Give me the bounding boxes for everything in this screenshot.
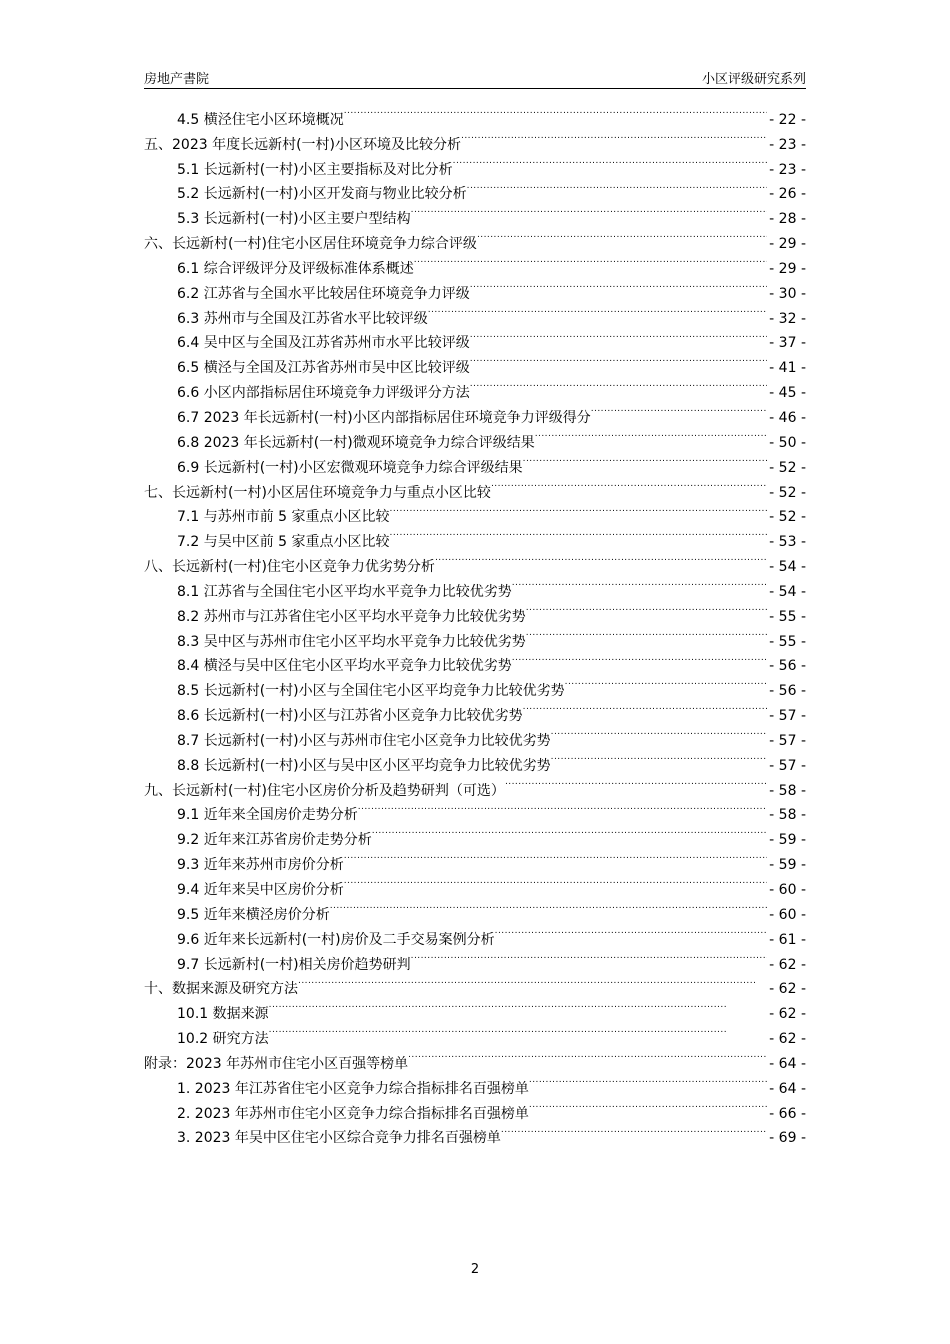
toc-entry-title: 8.8 长远新村(一村)小区与吴中区小区平均竞争力比较优劣势	[177, 757, 551, 774]
toc-entry-page: - 62 -	[769, 981, 806, 998]
toc-entry-page: - 64 -	[769, 1055, 806, 1072]
toc-entry-title: 1. 2023 年江苏省住宅小区竞争力综合指标排名百强榜单	[177, 1080, 529, 1097]
toc-dot-leader	[551, 720, 768, 745]
toc-dot-leader	[495, 919, 768, 944]
toc-dot-leader	[344, 99, 767, 124]
header-series-title: 小区评级研究系列	[701, 72, 806, 87]
header-publisher: 房地产書院	[144, 72, 210, 87]
toc-entry-title: 3. 2023 年吴中区住宅小区综合竞争力排名百强榜单	[177, 1130, 501, 1147]
toc-dot-leader	[428, 298, 767, 323]
toc-entry-page: - 53 -	[769, 534, 806, 551]
toc-entry-title: 6.9 长远新村(一村)小区宏微观环境竞争力综合评级结果	[177, 459, 523, 476]
table-of-contents	[144, 99, 806, 1147]
toc-dot-leader	[470, 347, 767, 372]
toc-entry-page: - 52 -	[769, 484, 806, 501]
toc-dot-leader	[470, 372, 767, 397]
toc-entry-title: 5.2 长远新村(一村)小区开发商与物业比较分析	[177, 186, 467, 203]
toc-entry-page: - 57 -	[769, 708, 806, 725]
toc-dot-leader	[526, 621, 767, 646]
toc-dot-leader	[470, 323, 767, 348]
toc-entry-page: - 22 -	[769, 111, 806, 128]
toc-entry-page: - 41 -	[769, 360, 806, 377]
toc-entry-page: - 54 -	[769, 559, 806, 576]
page-header	[144, 66, 806, 89]
toc-entry-title: 9.3 近年来苏州市房价分析	[177, 857, 344, 874]
toc-dot-leader	[477, 223, 767, 248]
toc-entry-page: - 58 -	[769, 782, 806, 799]
toc-entry-page: - 59 -	[769, 857, 806, 874]
toc-dot-leader	[523, 447, 768, 472]
toc-dot-leader	[512, 571, 767, 596]
toc-entry-page: - 32 -	[769, 310, 806, 327]
toc-entry-title: 9.6 近年来长远新村(一村)房价及二手交易案例分析	[177, 931, 495, 948]
toc-dot-leader	[344, 844, 767, 869]
toc-dot-leader	[408, 1043, 767, 1068]
toc-dot-leader	[551, 745, 768, 770]
toc-entry-title: 8.7 长远新村(一村)小区与苏州市住宅小区竞争力比较优劣势	[177, 732, 551, 749]
toc-dot-leader	[390, 497, 768, 522]
toc-entry-page: - 54 -	[769, 583, 806, 600]
toc-entry-page: - 57 -	[769, 732, 806, 749]
toc-entry-page: - 57 -	[769, 757, 806, 774]
toc-entry-page: - 55 -	[769, 608, 806, 625]
toc-dot-leader	[461, 124, 767, 149]
toc-dot-leader	[411, 944, 768, 969]
toc-dot-leader	[505, 770, 767, 795]
toc-entry-title: 2. 2023 年苏州市住宅小区竞争力综合指标排名百强榜单	[177, 1105, 529, 1122]
toc-entry-page: - 23 -	[769, 161, 806, 178]
toc-entry-page: - 64 -	[769, 1080, 806, 1097]
toc-entry-title: 9.7 长远新村(一村)相关房价趋势研判	[177, 956, 411, 973]
page-number: 2	[470, 1262, 480, 1277]
toc-entry-page: - 26 -	[769, 186, 806, 203]
toc-entry-page: - 23 -	[769, 136, 806, 153]
toc-entry-page: - 58 -	[769, 807, 806, 824]
toc-entry-title: 8.3 吴中区与苏州市住宅小区平均水平竞争力比较优劣势	[177, 633, 526, 650]
toc-entry-page: - 61 -	[769, 931, 806, 948]
toc-entry-title: 6.5 横泾与全国及江苏省苏州市吴中区比较评级	[177, 360, 470, 377]
toc-entry-title: 8.6 长远新村(一村)小区与江苏省小区竞争力比较优劣势	[177, 708, 523, 725]
toc-entry-page: - 59 -	[769, 832, 806, 849]
toc-entry-page: - 56 -	[769, 658, 806, 675]
toc-entry-title: 8.4 横泾与吴中区住宅小区平均水平竞争力比较优劣势	[177, 658, 512, 675]
toc-entry-title: 8.2 苏州市与江苏省住宅小区平均水平竞争力比较优劣势	[177, 608, 526, 625]
toc-entry-page: - 62 -	[769, 1006, 806, 1023]
toc-entry-page: - 46 -	[769, 409, 806, 426]
toc-entry-title: 五、2023 年度长远新村(一村)小区环境及比较分析	[144, 136, 462, 153]
toc-entry-page: - 29 -	[769, 236, 806, 253]
toc-entry-title: 8.5 长远新村(一村)小区与全国住宅小区平均竞争力比较优劣势	[177, 683, 565, 700]
toc-entry-page: - 50 -	[769, 434, 806, 451]
toc-entry-title: 七、长远新村(一村)小区居住环境竞争力与重点小区比较	[144, 484, 491, 501]
toc-dot-leader	[529, 1093, 767, 1118]
toc-entry-title: 5.3 长远新村(一村)小区主要户型结构	[177, 211, 411, 228]
toc-dot-leader	[523, 695, 768, 720]
toc-entry-title: 6.7 2023 年长远新村(一村)小区内部指标居住环境竞争力评级得分	[177, 409, 591, 426]
toc-entry-title: 6.8 2023 年长远新村(一村)微观环境竞争力综合评级结果	[177, 434, 535, 451]
toc-entry-page: - 29 -	[769, 260, 806, 277]
toc-dot-leader	[529, 1068, 767, 1093]
toc-dot-leader	[512, 646, 767, 671]
toc-entry-title: 十、数据来源及研究方法	[144, 981, 298, 998]
toc-entry-page: - 69 -	[769, 1130, 806, 1147]
toc-dot-leader	[526, 596, 767, 621]
toc-dot-leader	[269, 993, 768, 1018]
toc-dot-leader	[501, 1118, 767, 1143]
toc-entry-title: 6.6 小区内部指标居住环境竞争力评级评分方法	[177, 385, 470, 402]
toc-entry[interactable]	[144, 99, 806, 128]
toc-entry-title: 9.2 近年来江苏省房价走势分析	[177, 832, 372, 849]
toc-dot-leader	[298, 969, 767, 994]
toc-entry-page: - 60 -	[769, 882, 806, 898]
toc-entry-title: 7.1 与苏州市前 5 家重点小区比较	[177, 509, 390, 526]
toc-dot-leader	[269, 1018, 768, 1043]
toc-dot-leader	[344, 869, 767, 894]
toc-entry-title: 8.1 江苏省与全国住宅小区平均水平竞争力比较优劣势	[177, 583, 512, 600]
toc-entry-page: - 52 -	[769, 509, 806, 526]
toc-dot-leader	[358, 795, 767, 820]
toc-dot-leader	[453, 149, 768, 174]
toc-entry-title: 九、长远新村(一村)住宅小区房价分析及趋势研判（可选）	[144, 782, 505, 799]
toc-entry-title: 10.2 研究方法	[177, 1031, 269, 1048]
toc-dot-leader	[535, 422, 767, 447]
toc-entry-title: 八、长远新村(一村)住宅小区竞争力优劣势分析	[144, 559, 435, 576]
toc-entry-title: 4.5 横泾住宅小区环境概况	[177, 111, 344, 128]
toc-entry-page: - 62 -	[769, 956, 806, 973]
toc-entry-title: 9.5 近年来横泾房价分析	[177, 906, 330, 923]
toc-entry-title: 9.1 近年来全国房价走势分析	[177, 807, 358, 824]
toc-entry-title: 6.1 综合评级评分及评级标准体系概述	[177, 260, 414, 277]
toc-entry-page: - 66 -	[769, 1105, 806, 1122]
toc-dot-leader	[467, 174, 768, 199]
toc-dot-leader	[330, 894, 767, 919]
toc-entry-page: - 62 -	[769, 1031, 806, 1048]
toc-entry-page: - 45 -	[769, 385, 806, 402]
toc-entry-page: - 52 -	[769, 459, 806, 476]
toc-entry-title: 6.2 江苏省与全国水平比较居住环境竞争力评级	[177, 285, 470, 302]
toc-dot-leader	[414, 248, 767, 273]
toc-entry-page: - 56 -	[769, 683, 806, 700]
toc-entry-page: - 30 -	[769, 285, 806, 302]
toc-entry-title: 6.3 苏州市与全国及江苏省水平比较评级	[177, 310, 428, 327]
toc-entry-page: - 60 -	[769, 906, 806, 923]
toc-entry-title: 9.4 近年来吴中区房价分析	[177, 882, 344, 898]
toc-entry-title: 10.1 数据来源	[177, 1006, 269, 1023]
toc-dot-leader	[491, 472, 767, 497]
toc-dot-leader	[390, 521, 768, 546]
toc-dot-leader	[470, 273, 767, 298]
toc-dot-leader	[411, 198, 768, 223]
toc-entry-page: - 55 -	[769, 633, 806, 650]
toc-dot-leader	[591, 397, 767, 422]
toc-dot-leader	[372, 819, 767, 844]
toc-entry-page: - 37 -	[769, 335, 806, 352]
toc-entry-title: 7.2 与吴中区前 5 家重点小区比较	[177, 534, 390, 551]
toc-entry-title: 5.1 长远新村(一村)小区主要指标及对比分析	[177, 161, 453, 178]
toc-entry-page: - 28 -	[769, 211, 806, 228]
toc-dot-leader	[565, 670, 768, 695]
toc-entry-title: 六、长远新村(一村)住宅小区居住环境竞争力综合评级	[144, 236, 477, 253]
toc-entry-title: 附录：2023 年苏州市住宅小区百强等榜单	[144, 1055, 409, 1072]
toc-dot-leader	[435, 546, 767, 571]
toc-entry-title: 6.4 吴中区与全国及江苏省苏州市水平比较评级	[177, 335, 470, 352]
